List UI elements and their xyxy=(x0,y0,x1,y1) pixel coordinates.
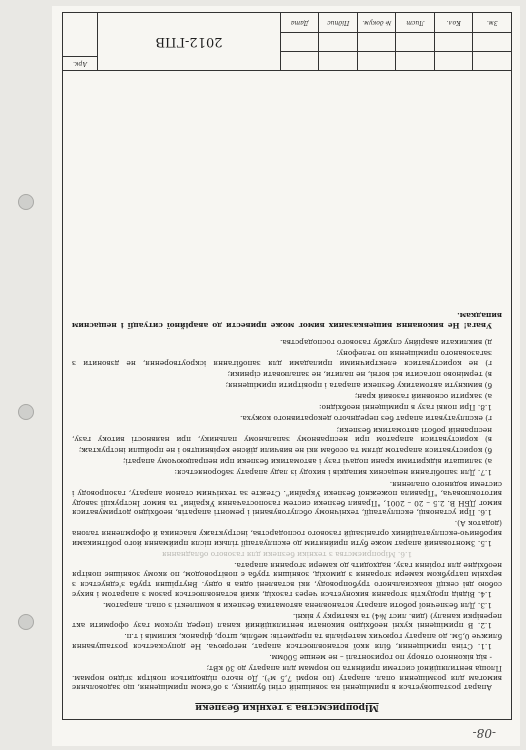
col-doc-number: № докум. xyxy=(357,13,396,32)
paragraph: 1.5. Змонтований апарат може бути прийнятим до експлуатації тільки після приймання його робітниками виробничо-експлуатаційних організацій газового господарства, інструктажу власника й оформлення талона (додаток А). xyxy=(72,519,502,548)
paragraph: 1.3. Для безпечної роботи апарату встановлена автоматика безпеки в комплекті з опал. апаратом. xyxy=(103,600,492,610)
paragraph: 1.1. Стіна приміщення, біля якої встановлюється апарат, негорюча. Не допускається розташування ближче 0,5м. до апарату горючих матеріалів та предметів: меблів, штор, фіранок, килимів і т.п. xyxy=(72,632,502,652)
paragraph: 1.6. При установці, експлуатації, технічному обслуговуванні і ремонті апаратів, необхідно дотримуватися вимог ДБН В. 2.5 – 20 – 2001, "Правил безпеки систем газопостачання України" та вимог Інструкції заводу виготовлювача, "Правила пожежної безпеки України". Стежте за технічним станом апарату, газопроводу і системи водяного опалення. xyxy=(72,479,502,518)
warning-note: Увага! Не виконання вищевказаних вимог може привести до аварійної ситуації і нещасним випадкам. xyxy=(72,311,502,330)
list-item: а) залишати відкритими крани подачі газу і автоматики безпеки при непрацюючому апараті; xyxy=(122,457,492,467)
sheet-label: Арк. xyxy=(63,56,97,71)
binding-holes xyxy=(8,0,48,750)
document-title: Мiроприємства з технiки безпеки xyxy=(195,702,379,713)
col-signature: Підпис xyxy=(319,13,358,32)
paragraph: 1.2. В приміщенні кухні необхідно виконати вентиляційний канал (перед пуском газу оформити акт перевірки каналу) (див. лист №4) та кватирку у вікні. xyxy=(72,611,502,631)
document-body xyxy=(72,309,502,714)
faded-heading: 1.6. Мiроприємства з техніки безпеки для газового обладнання xyxy=(161,549,413,559)
binding-ring xyxy=(18,614,34,630)
document-code: 2012-ГПВ xyxy=(97,13,280,71)
list-item: г) експлуатувати апарат без переднього декоративного кожуха. xyxy=(239,414,492,424)
paragraph: Апарат розташовується в приміщенні на зовнішній стіні будинку, з об'ємом приміщення, що задовольняє вимогам для розміщення опал. апарату (по нормі 7,5 м³). До нього підводиться повітря згідно нормам. Площа вентиляційної системи прийнята по нормам для апарату до 30 кВт; xyxy=(72,664,502,693)
title-block-grid xyxy=(280,13,511,71)
list-item: г) не користуватися електричними приладами для запобігання іскроутворення, не дзвонити з загазованого приміщення по телефону; xyxy=(72,349,492,368)
binding-ring xyxy=(18,404,34,420)
title-block xyxy=(62,12,512,71)
list-item: д) викликати аварійну службу газового господарства. xyxy=(280,338,492,348)
sheet-box xyxy=(63,13,97,71)
title-block-header-row xyxy=(281,13,511,32)
list-item: в) користуватися апаратом при несправному запальному пальнику, при наявності витоку газу, несправній роботі автоматики безпеки; xyxy=(72,425,492,445)
paragraph: 1.7. Для запобігання нещасних випадків і виходу із ладу апарату забороняється: xyxy=(174,468,492,478)
list-item: в) терміново погасити всі вогні, не палити, не запалювати сірники; xyxy=(227,370,492,380)
binding-ring xyxy=(18,194,34,210)
list-item: б) користуватися апаратом дітям та особам які не вивчили дійсне керівництво і не пройшли інструктаж; xyxy=(78,446,492,456)
paragraph: 1.4. Відвід продуктів згорання виконується через газохід, який встановлюється разом з апаратом і вихує собою дві секції коаксиального трубопроводу, які вставлені одна в одну. Внутрішня труба з'єднується з верхнім патрубком камери згорання з димохід, зовнішня труба є повітроводом, по якому зовнішнє повітря необхідне для горіння газу, надходить до камери згорання апарата. xyxy=(72,560,502,599)
col-sheet: Лист xyxy=(396,13,435,32)
col-date: Дата xyxy=(290,18,309,26)
paragraph: - від віконного отвору по горизонталі – не менше 500мм. xyxy=(269,653,492,663)
paragraph: 1.8. При появі газу в приміщенні необхідно: xyxy=(319,403,492,413)
col-change: Зм. xyxy=(473,13,512,32)
col-count: Кол. xyxy=(434,13,473,32)
list-item: а) закрити основний газовий кран; xyxy=(354,392,492,402)
list-item: б) вимкнути автоматику безпеки апарата і провітрити приміщення; xyxy=(225,381,492,391)
page-number: -08- xyxy=(472,726,496,740)
